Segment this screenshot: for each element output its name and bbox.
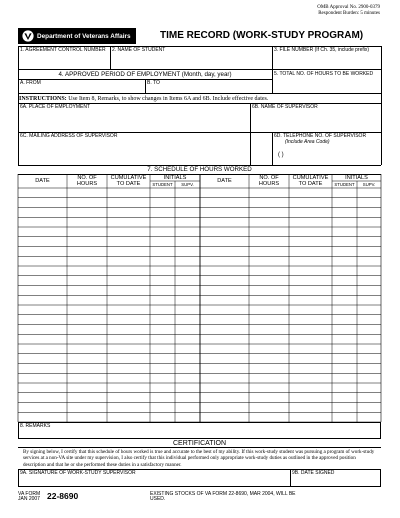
to-date-field[interactable]: B. TO xyxy=(147,80,160,86)
col-hours-left-line2: HOURS xyxy=(76,181,98,187)
col-date-right: DATE xyxy=(217,178,232,184)
from-date-field[interactable]: A. FROM xyxy=(20,80,41,86)
footer-form-number: 22-8690 xyxy=(47,491,79,501)
approved-period-heading: 4. APPROVED PERIOD OF EMPLOYMENT (Month, day, year) xyxy=(58,71,232,78)
col-supv-left: SUPV. xyxy=(181,182,194,187)
col-initials-left: INITIALS xyxy=(163,175,187,181)
remarks-box[interactable] xyxy=(18,422,381,439)
supervisor-name-field[interactable]: 6B. NAME OF SUPERVISOR xyxy=(252,104,318,110)
col-initials-right: INITIALS xyxy=(345,175,368,181)
student-name-field[interactable]: 2. NAME OF STUDENT xyxy=(112,47,166,53)
schedule-heading: 7. SCHEDULE OF HOURS WORKED xyxy=(147,166,252,173)
agreement-control-number-field[interactable]: 1. AGREEMENT CONTROL NUMBER xyxy=(20,47,106,53)
col-date-left: DATE xyxy=(35,178,50,184)
remarks-label: 8. REMARKS xyxy=(20,423,51,429)
file-number-field[interactable]: 3. FILE NUMBER (If Ch. 35, include prefix) xyxy=(274,47,370,53)
col-hours-right-line1: NO. OF xyxy=(259,175,279,181)
col-supv-right: SUPV. xyxy=(362,182,376,187)
supervisor-address-field[interactable]: 6C. MAILING ADDRESS OF SUPERVISOR xyxy=(20,133,118,139)
phone-area-code-parens: ( ) xyxy=(278,152,284,158)
col-student-right: STUDENT xyxy=(334,182,355,187)
col-hours-right-line2: HOURS xyxy=(258,181,280,187)
col-cumulative-left-line2: TO DATE xyxy=(116,181,141,187)
form-title: TIME RECORD (WORK-STUDY PROGRAM) xyxy=(160,30,364,41)
footer-stock-note: EXISTING STOCKS OF VA FORM 22-8690, MAR 2004, WILL BE USED. xyxy=(150,491,296,503)
supervisor-signature-field[interactable]: 9A. SIGNATURE OF WORK-STUDY SUPERVISOR xyxy=(20,470,136,476)
department-name: Department of Veterans Affairs xyxy=(37,32,131,40)
total-hours-field[interactable]: 5. TOTAL NO. OF HOURS TO BE WORKED xyxy=(274,71,374,77)
certification-heading: CERTIFICATION xyxy=(172,440,227,447)
col-cumulative-right xyxy=(289,175,332,187)
footer-va-form: VA FORM xyxy=(18,491,41,497)
col-cumulative-left-line1: CUMULATIVE xyxy=(110,175,147,181)
certification-text: By signing below, I certify that this schedule of hours worked is true and accurate to the best of my ability. If this work-study student was pursuing a program of work-study services at a non-VA site under my supervision, I also certify that this individual performed only appropriate work-study duties as outlined in the approved position description and that he or she performed these duties in a satisfactory manner. xyxy=(23,449,375,468)
instructions-label: INSTRUCTIONS: xyxy=(19,96,67,102)
place-of-employment-field[interactable]: 6A. PLACE OF EMPLOYMENT xyxy=(20,104,91,110)
footer-form-label xyxy=(18,492,40,503)
phone-area-code-hint: (Include Area Code) xyxy=(285,139,330,145)
col-cumulative-right-line1: CUMULATIVE xyxy=(292,175,329,181)
col-hours-right xyxy=(249,175,289,187)
col-hours-left-line1: NO. OF xyxy=(77,175,97,181)
col-cumulative-right-line2: TO DATE xyxy=(298,181,323,187)
col-hours-left xyxy=(67,175,107,187)
respondent-burden: Respondent Burden: 5 minutes xyxy=(318,11,380,16)
supervisor-phone-field[interactable]: 6D. TELEPHONE NO. OF SUPERVISOR xyxy=(274,133,367,139)
omb-approval-number: OMB Approval No. 2900-0379 xyxy=(317,5,380,10)
footer-form-date: JAN 2007 xyxy=(18,496,40,503)
col-student-left: STUDENT xyxy=(152,182,173,187)
instructions-text: Use Item 8, Remarks, to show changes in Items 6A and 6B. Include effective dates. xyxy=(68,96,269,102)
col-cumulative-left xyxy=(107,175,150,187)
date-signed-field[interactable]: 9B. DATE SIGNED xyxy=(292,470,335,476)
